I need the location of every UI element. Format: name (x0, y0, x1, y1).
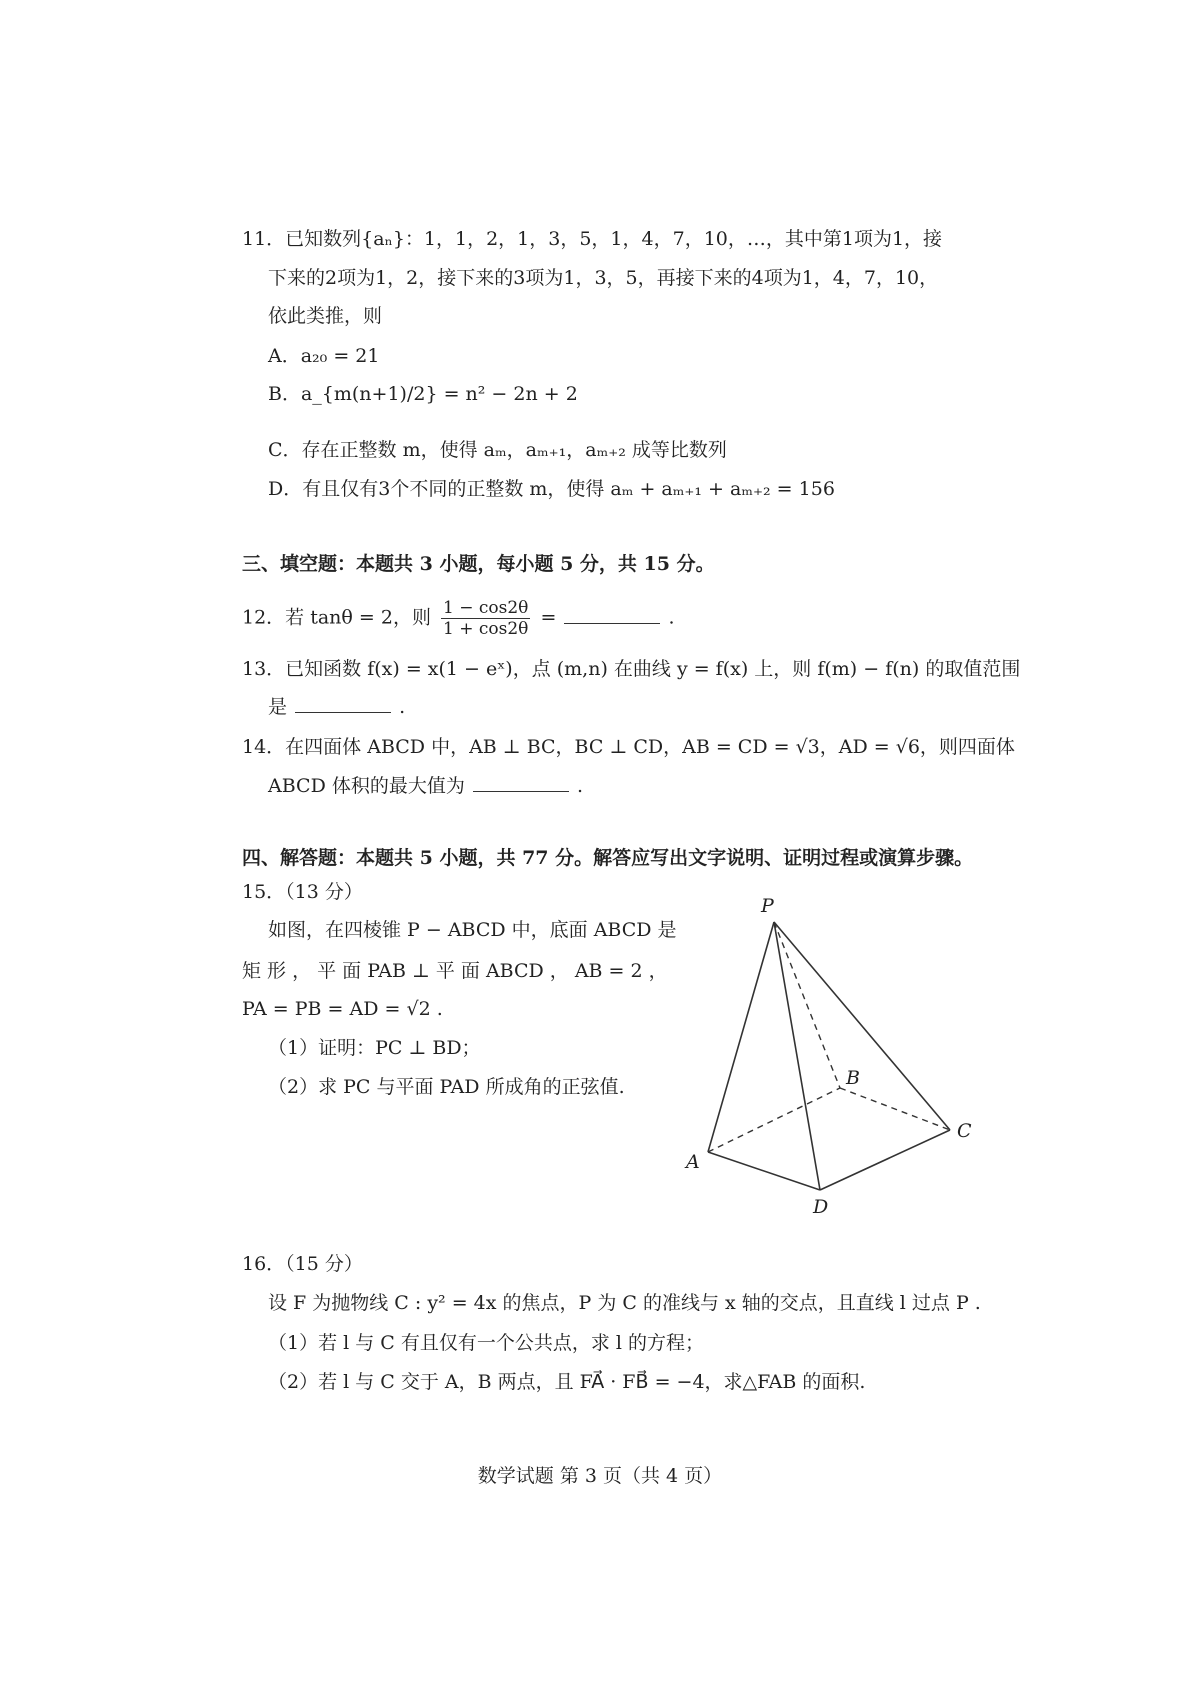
q13-line2-prefix: 是 (268, 696, 288, 718)
q15-part2: （2）求 PC 与平面 PAD 所成角的正弦值. (268, 1076, 625, 1098)
q15-part1: （1）证明：PC ⊥ BD； (268, 1037, 481, 1059)
edge-dc (820, 1130, 950, 1190)
q14-line2-suffix: . (576, 775, 583, 797)
q15-header: 15．（13 分） (242, 881, 363, 903)
edge-pb-hidden (774, 922, 840, 1088)
q11-option-d: D．有且仅有3个不同的正整数 m，使得 aₘ + aₘ₊₁ + aₘ₊₂ = 156 (268, 478, 835, 500)
q16-header: 16．（15 分） (242, 1253, 363, 1275)
q11-option-b: B．a_{m(n+1)/2} = n² − 2n + 2 (268, 383, 578, 405)
q11-line1: 11．已知数列{aₙ}：1，1，2，1，3，5，1，4，7，10，…，其中第1项为1，接 (242, 228, 943, 250)
edge-ab-hidden (708, 1088, 840, 1152)
label-p: P (761, 895, 774, 917)
page-footer: 数学试题 第 3 页（共 4 页） (477, 1465, 723, 1487)
section-3-title: 三、填空题：本题共 3 小题，每小题 5 分，共 15 分。 (242, 553, 715, 575)
q13-line1: 13．已知函数 f(x) = x(1 − eˣ)，点 (m,n) 在曲线 y = f(x) 上，则 f(m) − f(n) 的取值范围 (242, 658, 1021, 680)
edge-bc-hidden (840, 1088, 950, 1130)
q12-suffix: . (668, 606, 675, 629)
label-b: B (846, 1067, 860, 1089)
q14-line1: 14．在四面体 ABCD 中，AB ⊥ BC，BC ⊥ CD，AB = CD = √3，AD = √6，则四面体 (242, 736, 1015, 758)
q11-line3: 依此类推，则 (268, 305, 383, 327)
q16-part2: （2）若 l 与 C 交于 A，B 两点，且 FA⃗ · FB⃗ = −4，求△FAB 的面积. (268, 1371, 866, 1393)
q12-denominator: 1 + cos2θ (443, 619, 529, 639)
q11-option-a: A．a₂₀ = 21 (268, 345, 380, 367)
q13-line2-suffix: . (399, 696, 406, 718)
edge-pd (774, 922, 820, 1190)
label-c: C (957, 1120, 972, 1142)
edge-pc (774, 922, 950, 1130)
q11-option-c: C．存在正整数 m，使得 aₘ，aₘ₊₁，aₘ₊₂ 成等比数列 (268, 439, 727, 461)
q16-part1: （1）若 l 与 C 有且仅有一个公共点，求 l 的方程； (268, 1332, 705, 1354)
q16-text1: 设 F 为抛物线 C : y² = 4x 的焦点，P 为 C 的准线与 x 轴的交点，且直线 l 过点 P . (268, 1292, 981, 1314)
q12-equals: = (540, 606, 557, 629)
section-4-title: 四、解答题：本题共 5 小题，共 77 分。解答应写出文字说明、证明过程或演算步骤。 (242, 847, 974, 869)
label-d: D (813, 1196, 829, 1218)
q12-numerator: 1 − cos2θ (443, 598, 529, 618)
q11-line2: 下来的2项为1，2，接下来的3项为1，3，5，再接下来的4项为1，4，7，10， (268, 267, 939, 289)
edge-pa (708, 922, 774, 1152)
q15-text3: PA = PB = AD = √2 . (242, 998, 443, 1020)
q15-text2: 矩 形 ， 平 面 PAB ⊥ 平 面 ABCD ， AB = 2 ， (242, 960, 668, 982)
q15-text1: 如图，在四棱锥 P − ABCD 中，底面 ABCD 是 (268, 919, 677, 941)
q14-line2-prefix: ABCD 体积的最大值为 (268, 775, 465, 797)
edge-ad (708, 1152, 820, 1190)
label-a: A (686, 1151, 700, 1173)
q12-prefix: 12．若 tanθ = 2，则 (242, 606, 431, 629)
